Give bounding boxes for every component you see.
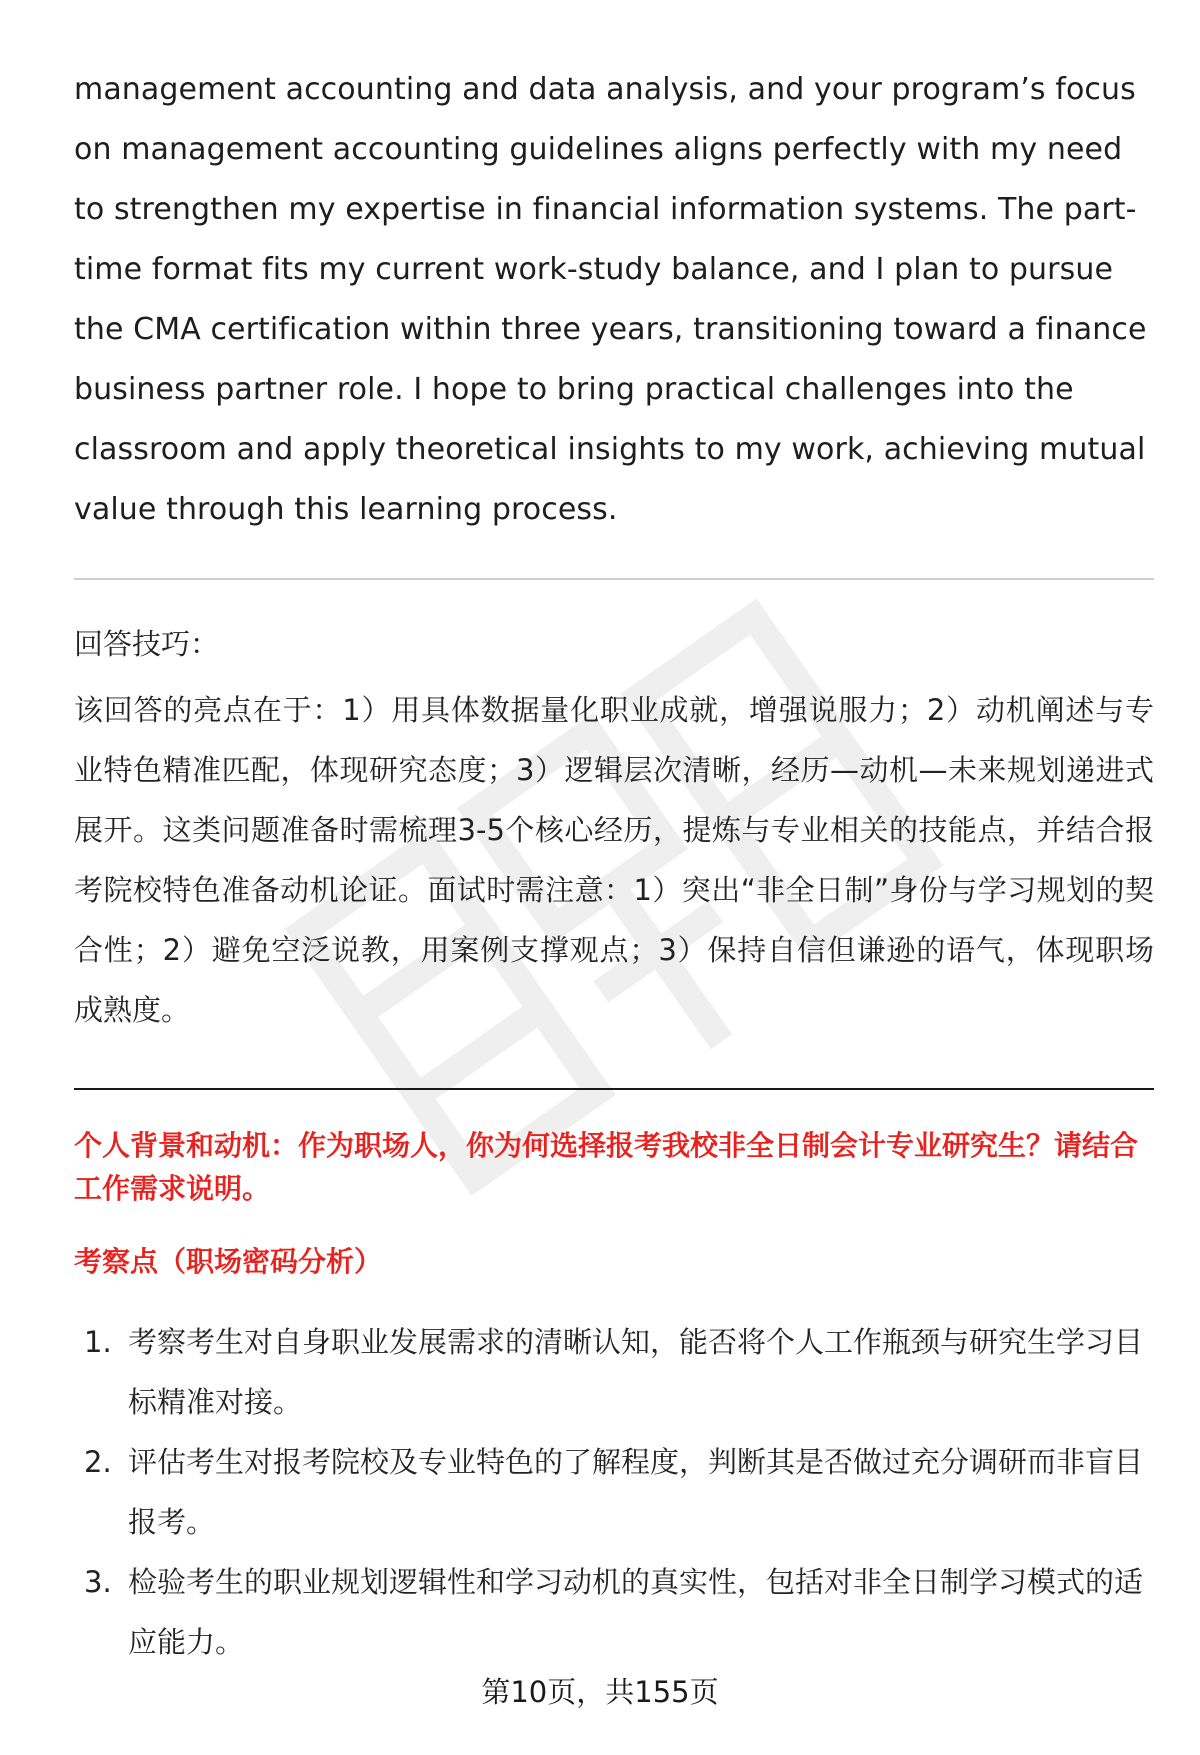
focus-heading: 考察点（职场密码分析） — [74, 1245, 383, 1278]
list-item-text: 评估考生对报考院校及专业特色的了解程度，判断其是否做过充分调研而非盲目报考。 — [128, 1445, 1144, 1539]
list-item-number: 3. — [84, 1565, 112, 1599]
list-item-text: 检验考生的职业规划逻辑性和学习动机的真实性，包括对非全日制学习模式的适应能力。 — [128, 1565, 1144, 1659]
focus-points-list — [74, 1312, 1154, 1672]
document-page — [74, 60, 1154, 1672]
page-number-footer: 第10页，共155页 — [481, 1675, 719, 1709]
question-heading: 个人背景和动机：作为职场人，你为何选择报考我校非全日制会计专业研究生？请结合工作需求说明。 — [74, 1129, 1139, 1205]
list-item-number: 2. — [84, 1445, 112, 1479]
tips-body: 该回答的亮点在于：1）用具体数据量化职业成就，增强说服力；2）动机阐述与专业特色精准匹配，体现研究态度；3）逻辑层次清晰，经历—动机—未来规划递进式展开。这类问题准备时需梳理3-5个核心经历，提炼与专业相关的技能点，并结合报考院校特色准备动机论证。面试时需注意：1）突出“非全日制”身份与学习规划的契合性；2）避免空泛说教，用案例支撑观点；3）保持自信但谦逊的语气，体现职场成熟度。 — [74, 693, 1154, 1027]
list-item — [74, 1312, 1154, 1432]
answer-continuation-paragraph: management accounting and data analysis, and your program’s focus on management accounting guidelines aligns perfectly with my need to strengthen my expertise in financial information systems. The part-time format fits my current work-study balance, and I plan to pursue the CMA certification within three years, transitioning toward a finance business partner role. I hope to bring practical challenges into the classroom and apply theoretical insights to my work, achieving mutual value through this learning process. — [74, 72, 1147, 527]
list-item — [74, 1432, 1154, 1552]
section-divider — [74, 578, 1154, 580]
list-item-number: 1. — [84, 1325, 112, 1359]
list-item-text: 考察考生对自身职业发展需求的清晰认知，能否将个人工作瓶颈与研究生学习目标精准对接。 — [128, 1325, 1144, 1419]
list-item — [74, 1552, 1154, 1672]
tips-label: 回答技巧： — [74, 627, 220, 661]
question-divider — [74, 1088, 1154, 1090]
